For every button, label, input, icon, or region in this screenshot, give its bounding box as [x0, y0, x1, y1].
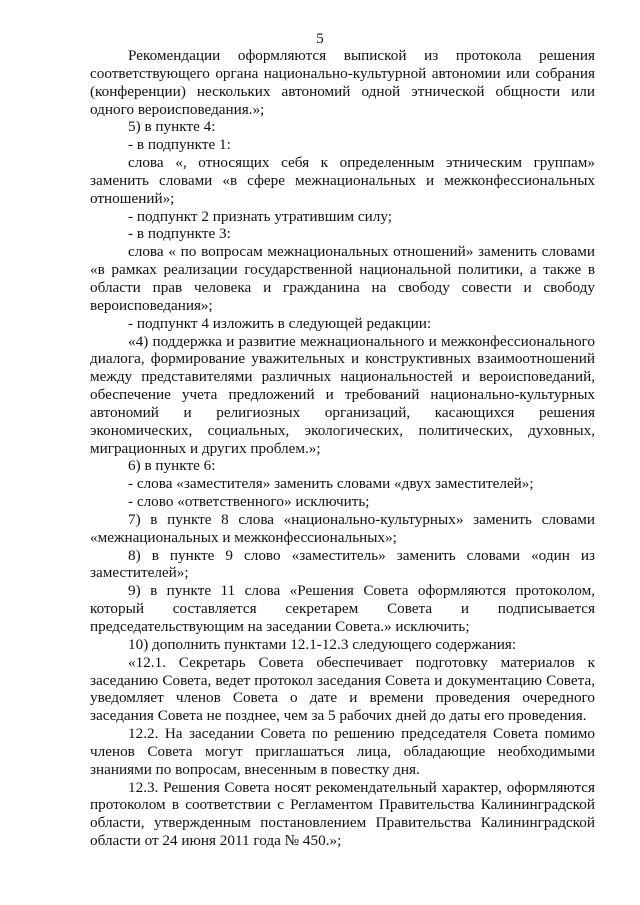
paragraph-subitem-1-text: слова «, относящих себя к определенным этническим группам» заменить словами «в сфере межнациональных и межконфессиональных отношений»;: [90, 154, 595, 207]
paragraph-subitem-4: - подпункт 4 изложить в следующей редакции:: [128, 314, 432, 332]
document-body: [90, 47, 595, 850]
paragraph-12-3: 12.3. Решения Совета носят рекомендательный характер, оформляются протоколом в соответствии с Регламентом Правительства Калининградской области, утвержденным постановлением Правительства Калининградской области от 24 июня 2011 года № 450.»;: [90, 778, 595, 850]
paragraph-subitem-3-text: слова « по вопросам межнациональных отношений» заменить словами «в рамках реализации государственной национальной политики, а также в области прав человека и гражданина на свободу совести и свободу вероисповедания»;: [90, 243, 595, 314]
paragraph-subitem-1: - в подпункте 1:: [128, 136, 231, 154]
paragraph-subitem-3: - в подпункте 3:: [128, 225, 231, 243]
page-number: 5: [316, 31, 324, 47]
paragraph-item-6: 6) в пункте 6:: [128, 457, 216, 475]
paragraph-item-10: 10) дополнить пунктами 12.1-12.3 следующего содержания:: [128, 635, 517, 653]
paragraph-subitem-2: - подпункт 2 признать утратившим силу;: [128, 207, 392, 225]
paragraph-item-5: 5) в пункте 4:: [128, 118, 216, 136]
paragraph-12-2: 12.2. На заседании Совета по решению председателя Совета помимо членов Совета могут приглашаться лица, обладающие необходимыми знаниями по вопросам, внесенным в повестку дня.: [90, 725, 595, 778]
paragraph-12-1: «12.1. Секретарь Совета обеспечивает подготовку материалов к заседанию Совета, ведет протокол заседания Совета и документацию Совета, уведомляет членов Совета о дате и времени проведения очередного заседания Совета не позднее, чем за 5 рабочих дней до даты его проведения.: [90, 653, 595, 725]
paragraph-subitem-4-text: «4) поддержка и развитие межнационального и межконфессионального диалога, формирование уважительных и конструктивных взаимоотношений между представителями различных национальностей и вероисповеданий, обеспечение учета предложений и требований национально-культурных автономий и религиозных организаций, касающихся решения экономических, социальных, экологических, политических, духовных, миграционных и других проблем.»;: [90, 332, 595, 457]
paragraph-item-6-a: - слова «заместителя» заменить словами «двух заместителей»;: [128, 475, 534, 493]
paragraph-item-7: 7) в пункте 8 слова «национально-культурных» заменить словами «межнациональных и межконфессиональных»;: [90, 510, 595, 546]
paragraph-item-9: 9) в пункте 11 слова «Решения Совета оформляются протоколом, который составляется секретарем Совета и подписывается председательствующим на заседании Совета.» исключить;: [90, 582, 595, 635]
paragraph-item-6-b: - слово «ответственного» исключить;: [128, 493, 370, 511]
paragraph-item-8: 8) в пункте 9 слово «заместитель» заменить словами «один из заместителей»;: [90, 546, 595, 582]
paragraph-recommendations: Рекомендации оформляются выпиской из протокола решения соответствующего органа национально-культурной автономии или собрания (конференции) нескольких автономий одной этнической общности или одного вероисповедания.»;: [90, 47, 595, 118]
